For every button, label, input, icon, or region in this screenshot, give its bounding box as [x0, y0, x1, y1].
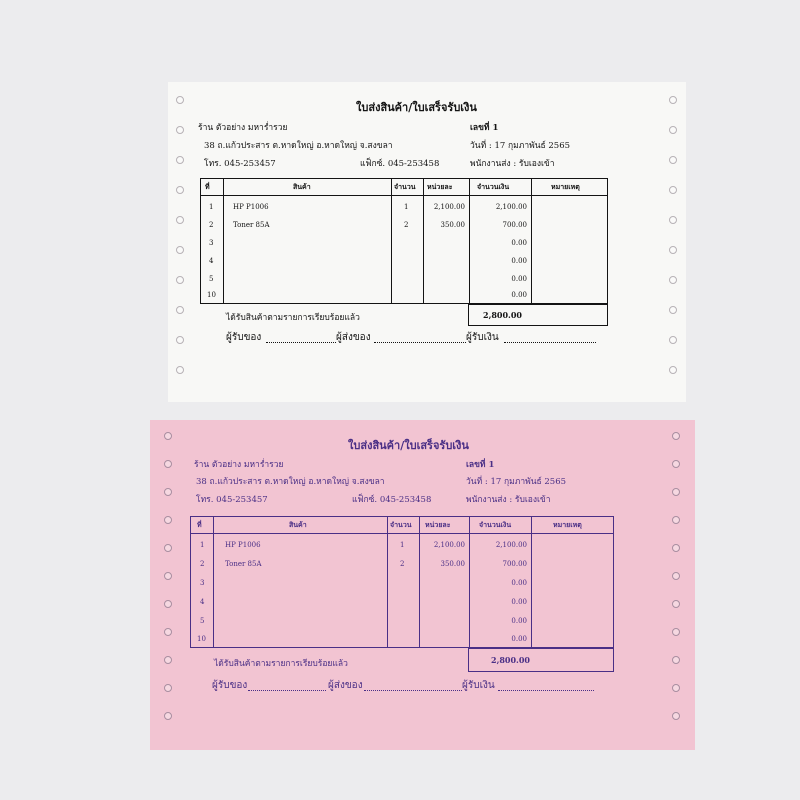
tractor-hole	[672, 600, 680, 608]
row-no: 5	[209, 275, 214, 283]
row-product: Toner 85A	[233, 221, 270, 229]
delivery-person: พนักงานส่ง : รับเองเข้า	[466, 495, 551, 505]
col-header-qty: จำนวน	[390, 520, 412, 529]
tractor-hole	[164, 432, 172, 440]
tractor-hole	[672, 488, 680, 496]
row-no: 10	[207, 291, 216, 299]
row-no: 4	[200, 598, 205, 606]
tractor-hole	[669, 216, 677, 224]
row-amount: 700.00	[502, 560, 527, 568]
received-note: ได้รับสินค้าตามรายการเรียบร้อยแล้ว	[214, 659, 348, 669]
doc-number: เลขที่ 1	[470, 123, 499, 133]
tractor-hole	[669, 276, 677, 284]
shop-phone: โทร. 045-253457	[196, 495, 268, 505]
tractor-hole	[672, 712, 680, 720]
row-amount: 0.00	[511, 275, 527, 283]
tractor-hole	[672, 572, 680, 580]
tractor-hole	[176, 276, 184, 284]
tractor-hole	[176, 336, 184, 344]
delivery-person: พนักงานส่ง : รับเองเข้า	[470, 159, 555, 169]
signature-line	[248, 690, 326, 691]
tractor-hole	[669, 126, 677, 134]
signature-line	[498, 690, 594, 691]
tractor-hole	[669, 96, 677, 104]
row-no: 3	[209, 239, 214, 247]
tractor-hole	[669, 156, 677, 164]
tractor-hole	[672, 656, 680, 664]
doc-date: วันที่ : 17 กุมภาพันธ์ 2565	[466, 477, 567, 487]
row-qty: 1	[404, 203, 409, 211]
row-no: 1	[200, 541, 205, 549]
signature-line	[504, 342, 596, 343]
row-qty: 1	[400, 541, 405, 549]
col-header-unit-price: หน่วยละ	[425, 520, 451, 529]
tractor-hole	[176, 306, 184, 314]
row-amount: 0.00	[511, 257, 527, 265]
row-unit-price: 2,100.00	[433, 203, 465, 211]
row-unit-price: 350.00	[440, 560, 465, 568]
total-box	[468, 304, 608, 326]
total-amount: 2,800.00	[483, 310, 522, 320]
tractor-hole	[672, 460, 680, 468]
tractor-hole	[164, 488, 172, 496]
signature-sender-label: ผู้ส่งของ	[328, 680, 363, 691]
row-amount: 2,100.00	[495, 541, 527, 549]
tractor-hole	[176, 126, 184, 134]
row-qty: 2	[400, 560, 405, 568]
tractor-hole	[164, 572, 172, 580]
signature-sender-label: ผู้ส่งของ	[336, 332, 371, 343]
shop-address: 38 ถ.แก้วประสาร ต.หาดใหญ่ อ.หาดใหญ่ จ.สงขลา	[204, 141, 393, 151]
row-product: HP P1006	[233, 203, 269, 211]
row-amount: 0.00	[511, 635, 527, 643]
signature-receiver-label: ผู้รับของ	[226, 332, 262, 343]
received-note: ได้รับสินค้าตามรายการเรียบร้อยแล้ว	[226, 313, 360, 323]
tractor-hole	[672, 516, 680, 524]
tractor-hole	[164, 600, 172, 608]
col-header-amount: จำนวนเงิน	[479, 520, 512, 529]
signature-line	[364, 690, 462, 691]
row-unit-price: 350.00	[440, 221, 465, 229]
tractor-hole	[669, 306, 677, 314]
doc-number: เลขที่ 1	[466, 460, 495, 470]
receipt-pink-copy	[150, 420, 695, 750]
row-no: 4	[209, 257, 214, 265]
items-table	[200, 178, 608, 304]
row-amount: 0.00	[511, 579, 527, 587]
tractor-hole	[672, 628, 680, 636]
tractor-hole	[164, 628, 172, 636]
tractor-hole	[164, 544, 172, 552]
tractor-hole	[176, 366, 184, 374]
row-amount: 2,100.00	[495, 203, 527, 211]
row-qty: 2	[404, 221, 409, 229]
col-header-product: สินค้า	[293, 182, 311, 191]
tractor-hole	[176, 96, 184, 104]
col-header-remark: หมายเหตุ	[553, 520, 582, 529]
row-amount: 700.00	[502, 221, 527, 229]
row-no: 3	[200, 579, 205, 587]
row-product: Toner 85A	[225, 560, 262, 568]
tractor-hole	[164, 656, 172, 664]
doc-date: วันที่ : 17 กุมภาพันธ์ 2565	[470, 141, 571, 151]
shop-phone: โทร. 045-253457	[204, 159, 276, 169]
receipt-original-copy	[168, 82, 686, 402]
row-amount: 0.00	[511, 291, 527, 299]
col-header-no: ที่	[197, 520, 202, 529]
shop-fax: แฟ็กซ์. 045-253458	[360, 159, 440, 169]
tractor-hole	[176, 156, 184, 164]
col-header-product: สินค้า	[289, 520, 307, 529]
row-no: 2	[209, 221, 214, 229]
tractor-hole	[669, 246, 677, 254]
tractor-hole	[669, 186, 677, 194]
receipt-title: ใบส่งสินค้า/ใบเสร็จรับเงิน	[356, 101, 477, 114]
tractor-hole	[176, 246, 184, 254]
row-no: 10	[197, 635, 206, 643]
row-unit-price: 2,100.00	[433, 541, 465, 549]
tractor-hole	[164, 460, 172, 468]
signature-receiver-label: ผู้รับของ	[212, 680, 248, 691]
row-amount: 0.00	[511, 598, 527, 606]
tractor-hole	[672, 432, 680, 440]
tractor-hole	[669, 366, 677, 374]
row-product: HP P1006	[225, 541, 261, 549]
row-no: 1	[209, 203, 214, 211]
tractor-hole	[669, 336, 677, 344]
tractor-hole	[672, 544, 680, 552]
items-table	[190, 516, 614, 648]
row-amount: 0.00	[511, 239, 527, 247]
tractor-hole	[672, 684, 680, 692]
shop-address: 38 ถ.แก้วประสาร ต.หาดใหญ่ อ.หาดใหญ่ จ.สงขลา	[196, 477, 385, 487]
signature-line	[266, 342, 336, 343]
total-amount: 2,800.00	[491, 655, 530, 665]
signature-cashier-label: ผู้รับเงิน	[466, 332, 499, 343]
shop-fax: แฟ็กซ์. 045-253458	[352, 495, 432, 505]
total-box	[468, 648, 614, 672]
tractor-hole	[164, 712, 172, 720]
row-no: 2	[200, 560, 205, 568]
row-no: 5	[200, 617, 205, 625]
signature-line	[374, 342, 466, 343]
tractor-hole	[176, 186, 184, 194]
row-amount: 0.00	[511, 617, 527, 625]
signature-cashier-label: ผู้รับเงิน	[462, 680, 495, 691]
col-header-amount: จำนวนเงิน	[477, 182, 510, 191]
col-header-no: ที่	[205, 182, 210, 191]
shop-name: ร้าน ตัวอย่าง มหาร่ำรวย	[194, 460, 284, 470]
tractor-hole	[176, 216, 184, 224]
tractor-hole	[164, 684, 172, 692]
receipt-title: ใบส่งสินค้า/ใบเสร็จรับเงิน	[348, 439, 469, 452]
tractor-hole	[164, 516, 172, 524]
shop-name: ร้าน ตัวอย่าง มหาร่ำรวย	[198, 123, 288, 133]
col-header-remark: หมายเหตุ	[551, 182, 580, 191]
col-header-unit-price: หน่วยละ	[427, 182, 453, 191]
col-header-qty: จำนวน	[394, 182, 416, 191]
